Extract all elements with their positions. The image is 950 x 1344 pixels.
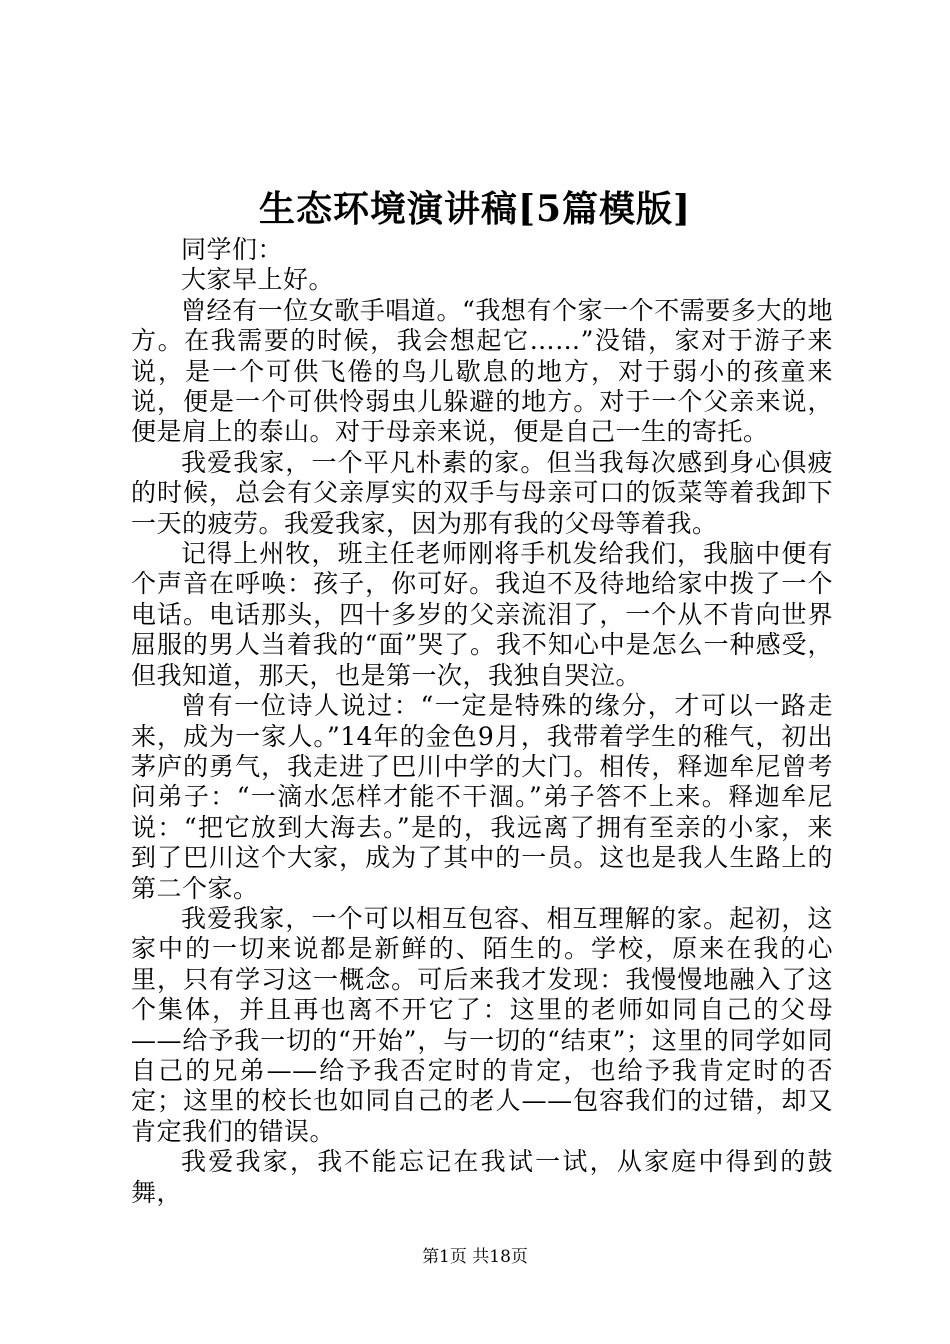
paragraph-morning: 大家早上好。 [181, 265, 335, 295]
paragraph: 我爱我家，一个平凡朴素的家。但当我每次感到身心俱疲的时候，总会有父亲厚实的双手与母亲可口的饭菜等着我卸下一天的疲劳。我爱我家，因为那有我的父母等着我。 [131, 447, 833, 538]
document-body [131, 235, 833, 1208]
paragraph: 记得上州牧，班主任老师刚将手机发给我们，我脑中便有个声音在呼唤：孩子，你可好。我迫不及待地给家中拨了一个电话。电话那头，四十多岁的父亲流泪了，一个从不肯向世界屈服的男人当着我的“面”哭了。我不知心中是怎么一种感受，但我知道，那天，也是第一次，我独自哭泣。 [131, 539, 833, 690]
paragraph: 曾经有一位女歌手唱道。“我想有个家一个不需要多大的地方。在我需要的时候，我会想起它……”没错，家对于游子来说，是一个可供飞倦的鸟儿歇息的地方，对于弱小的孩童来说，便是一个可供怜弱虫儿躲避的地方。对于一个父亲来说，便是肩上的泰山。对于母亲来说，便是自己一生的寄托。 [131, 295, 833, 447]
paragraph: 曾有一位诗人说过：“一定是特殊的缘分，才可以一路走来，成为一家人。”14年的金色9月，我带着学生的稚气，初出茅庐的勇气，我走进了巴川中学的大门。相传，释迦牟尼曾考问弟子：“一滴水怎样才能不干涸。”弟子答不上来。释迦牟尼说：“把它放到大海去。”是的，我远离了拥有至亲的小家，来到了巴川这个大家，成为了其中的一员。这也是我人生路上的第二个家。 [131, 691, 833, 903]
paragraph-greeting: 同学们： [181, 235, 284, 264]
paragraph: 我爱我家，一个可以相互包容、相互理解的家。起初，这家中的一切来说都是新鲜的、陌生的。学校，原来在我的心里，只有学习这一概念。可后来我才发现：我慢慢地融入了这个集体，并且再也离不开它了：这里的老师如同自己的父母——给予我一切的“开始”，与一切的“结束”；这里的同学如同自己的兄弟——给予我否定时的肯定，也给予我肯定时的否定；这里的校长也如同自己的老人——包容我们的过错，却又肯定我们的错误。 [131, 903, 833, 1146]
document-title: 生态环境演讲稿[5篇模版] [258, 188, 692, 230]
page-footer: 第1页 共18页 [422, 1247, 528, 1267]
paragraph: 我爱我家，我不能忘记在我试一试，从家庭中得到的鼓舞， [131, 1147, 833, 1207]
